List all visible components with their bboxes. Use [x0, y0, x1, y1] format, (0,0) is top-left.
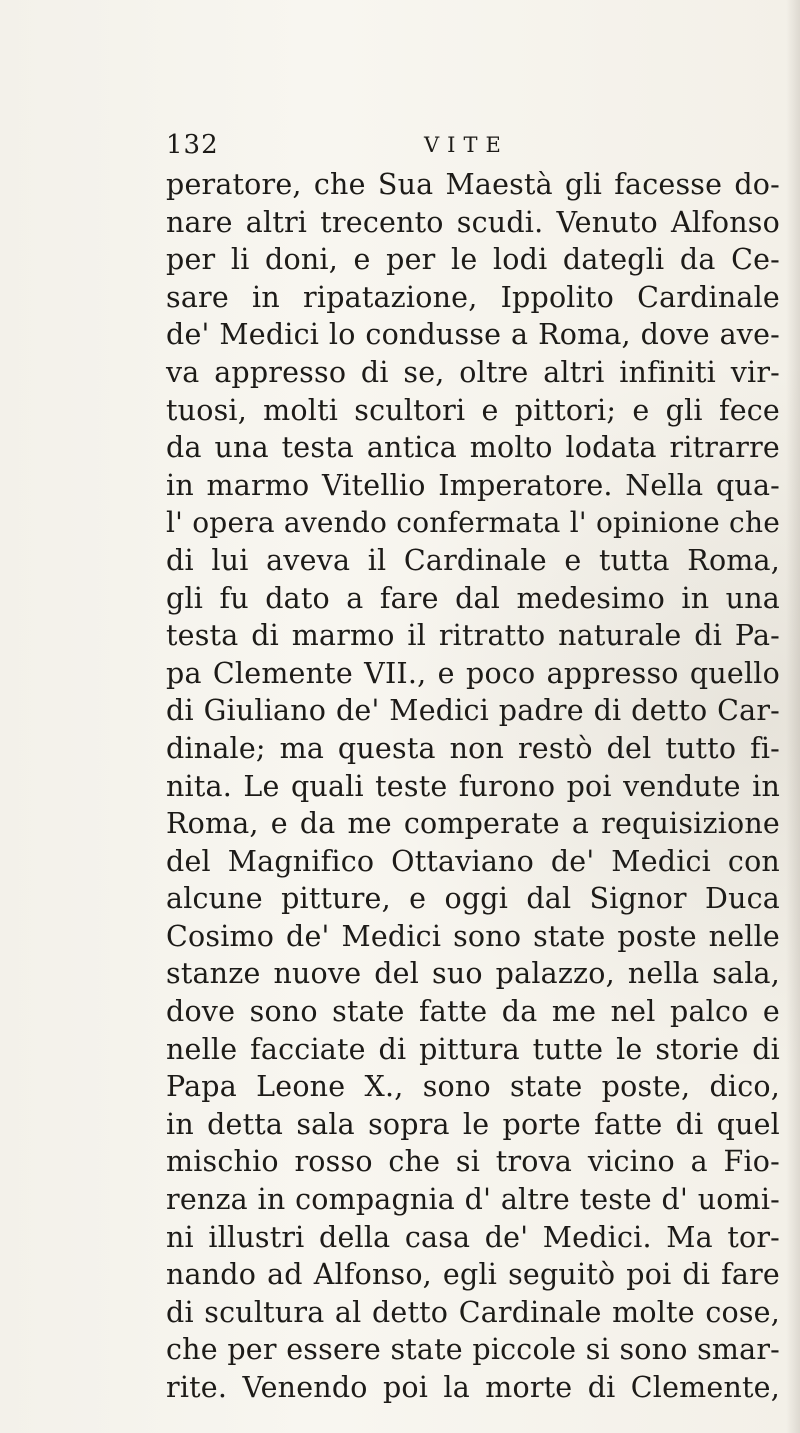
text-line: in marmo Vitellio Imperatore. Nella qua-: [166, 468, 780, 502]
text-line: peratore, che Sua Maestà gli facesse do-: [166, 168, 780, 201]
text-line: gli fu dato a fare dal medesimo in una: [166, 581, 780, 615]
page-edge-shadow: [786, 0, 800, 1433]
text-line: di Giuliano de' Medici padre di detto Car-: [166, 694, 780, 728]
text-line: tuosi, molti scultori e pittori; e gli fece: [166, 393, 780, 427]
text-line: dove sono state fatte da me nel palco e: [166, 995, 780, 1029]
text-line: che per essere state piccole si sono smar-: [166, 1333, 780, 1367]
text-line: Roma, e da me comperate a requisizione: [166, 807, 780, 841]
text-line: pa Clemente VII., e poco appresso quello: [166, 656, 780, 690]
text-line: nita. Le quali teste furono poi vendute in: [166, 769, 780, 803]
text-line: del Magnifico Ottaviano de' Medici con: [166, 844, 780, 878]
text-line: sare in ripatazione, Ippolito Cardinale: [166, 280, 780, 314]
text-line: nelle facciate di pittura tutte le storie di: [166, 1032, 780, 1066]
text-line: mischio rosso che si trova vicino a Fio-: [166, 1145, 780, 1179]
text-line: de' Medici lo condusse a Roma, dove ave-: [166, 318, 780, 352]
text-line: ni illustri della casa de' Medici. Ma tor-: [166, 1220, 780, 1254]
text-line: testa di marmo il ritratto naturale di Pa-: [166, 619, 780, 653]
running-head: VITE: [424, 133, 509, 157]
text-line: nando ad Alfonso, egli seguitò poi di fare: [166, 1258, 780, 1292]
text-line: da una testa antica molto lodata ritrarre: [166, 431, 780, 465]
text-line: in detta sala sopra le porte fatte di quel: [166, 1107, 780, 1141]
text-line: di scultura al detto Cardinale molte cose,: [166, 1295, 780, 1329]
text-line: stanze nuove del suo palazzo, nella sala,: [166, 957, 780, 991]
body-text: [166, 166, 780, 1407]
text-line: va appresso di se, oltre altri infiniti vir-: [166, 355, 780, 389]
text-line: l' opera avendo confermata l' opinione che: [166, 506, 780, 540]
text-line: di lui aveva il Cardinale e tutta Roma,: [166, 543, 780, 577]
text-line: Cosimo de' Medici sono state poste nelle: [166, 919, 780, 953]
page-header: [166, 130, 726, 166]
text-line: per li doni, e per le lodi dategli da Ce-: [166, 243, 780, 277]
text-line: rite. Venendo poi la morte di Clemente,: [166, 1371, 780, 1404]
text-line: nare altri trecento scudi. Venuto Alfonso: [166, 205, 780, 239]
text-line: alcune pitture, e oggi dal Signor Duca: [166, 882, 780, 916]
page-number: 132: [166, 130, 219, 160]
text-line: dinale; ma questa non restò del tutto fi-: [166, 731, 780, 765]
text-line: renza in compagnia d' altre teste d' uomi-: [166, 1183, 780, 1217]
text-line: Papa Leone X., sono state poste, dico,: [166, 1070, 780, 1104]
